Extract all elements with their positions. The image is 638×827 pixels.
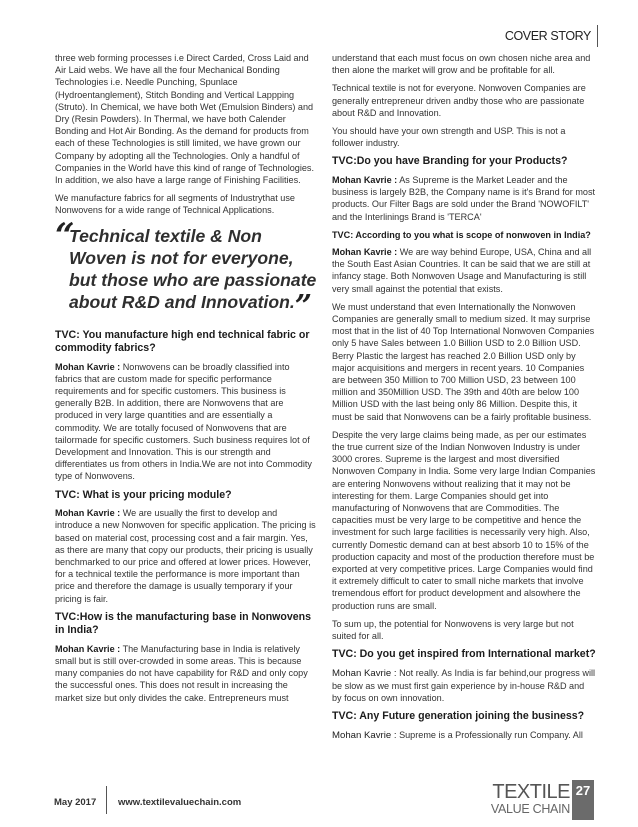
question-heading: TVC: Any Future generation joining the business?: [332, 710, 585, 723]
pull-quote-text: Technical textile & Non Woven is not for everyone, but those who are passionate about R&D and Innovation.: [69, 225, 317, 312]
close-quote-icon: ”: [294, 288, 313, 324]
paragraph: Despite the very large claims being made, as per our estimates the true current size of the Indian Nonwoven Industry is under 3000 crores. Supreme is the largest and most diversified Nonwoven Company in India. Some very large Indian Companies are entering Nonwovens without realizing that it may not be interesting for them. Large Companies should get into manufacturing of Nonwovens that are Commodities. The capacities must be very large to be competitive and hence the investment for such large facilities is necessarily very high. Also, currently Domestic demand can at best absorb 10 to 15% of the production capacity and most of the production therefore must be exported at very competitive prices. Large Companies would find it extremely difficult to cater to small niche markets that involve tremendous effort for product development and alsowhere the production runs are small.: [332, 429, 596, 611]
magazine-logo: [480, 782, 570, 816]
paragraph: Technical textile is not for everyone. Nonwoven Companies are generally entrepreneur driven andby those who are passionate about R&D and Innovation.: [332, 83, 586, 118]
paragraph: To sum up, the potential for Nonwovens is very large but not suited for all.: [332, 618, 574, 642]
question-heading: TVC: You manufacture high end technical fabric or commodity fabrics?: [55, 328, 310, 355]
answer-text: The Manufacturing base in India is relatively small but is still over-crowded in some areas. This is because many companies do not have capability for R&D and only copy the successful ones. This does not result in increasing the market size but only divides the cake. Entrepreneurs must: [55, 643, 308, 703]
answer-text: Nonwovens can be broadly classified into fabrics that are custom made for specific performance requirements and for specific customers. This business is generally B2B. In addition, there are Nonwovens that are produced in very large quantities and are essentially a commodity. We are totally focused of Nonwovens that are tailormade for specific customers. Such business requires lot of Development and Innovation. This is our strength and differentiates us from others in India.We are not into Commodity type of Nonwovens.: [55, 361, 312, 482]
header-divider: [597, 25, 598, 47]
speaker-name: Mohan Kavrie :: [55, 361, 121, 372]
open-quote-icon: “: [55, 215, 75, 256]
answer-paragraph: [55, 643, 317, 704]
answer-text: Not really. As India is far behind,our progress will be slow as we must first gain experience by in-house R&D and by focus on own innovation.: [332, 667, 596, 704]
answer-text: We are usually the first to develop and introduce a new Nonwoven for specific application. The pricing is based on material cost, processing cost and a fair margin. Yes, as there are many that copy our products, their pricing is usually benchmarked to our price and offered at lower prices. However, for a technical textile the performance is more important than price and therefore the damage is usually temporary if your pricing is fair.: [55, 508, 316, 604]
logo-text-bottom: VALUE CHAIN: [490, 802, 570, 816]
answer-paragraph: [332, 246, 596, 295]
answer-paragraph: [55, 507, 317, 605]
answer-text: We are way behind Europe, USA, China and all the South East Asian Countries. It can be said that we are still at infancy stage. Both Nonwoven Usage and Manufacturing is still very small against the potential that exists.: [332, 246, 592, 294]
answer-paragraph: [55, 361, 317, 483]
page-header: [505, 24, 598, 48]
right-column: [332, 52, 596, 748]
paragraph: We must understand that even Internationally the Nonwoven Companies are generally small to medium sized. It may surprise most that in the list of 40 Top International Nonwoven Companies only 5 have Sales between 1.0 Billion USD to 2.0 Billion USD. Berry Plastic the largest has reached 2.0 Billion USD only by major acquisitions and mergers in recent years. 10 Companies are between 350 Million to 700 Million USD, 23 between 100 million and 350Million USD. The 39th and 40th are below 100 Million USD with the last being only 86 Million. Despite this, it must be said that Nonwovens can be a fairly profitable business.: [332, 301, 595, 422]
pull-quote: [55, 215, 317, 324]
logo-text-top: TEXTILE: [492, 781, 570, 803]
paragraph: We manufacture fabrics for all segments of Industrythat use Nonwovens for a wide range of Technical Applications.: [55, 193, 295, 216]
page-number: 27: [572, 780, 594, 820]
answer-text: Supreme is a Professionally run Company. All: [399, 729, 583, 740]
speaker-name: Mohan Kavrie :: [332, 246, 398, 257]
question-heading: TVC:Do you have Branding for your Products?: [332, 155, 568, 168]
page-footer: [0, 780, 638, 820]
answer-paragraph: [332, 667, 596, 705]
website-link[interactable]: www.textilevaluechain.com: [118, 797, 242, 808]
footer-divider: [106, 786, 107, 814]
answer-text: As Supreme is the Market Leader and the business is largely B2B, the Company name is it's Brand for most products. Our Filter Bags are sold under the Brand 'NOWOFILT' and the Interlinings Brand is 'TERCA': [332, 174, 596, 222]
answer-paragraph: [332, 729, 596, 742]
left-column: [55, 52, 317, 710]
speaker-name: Mohan Kavrie :: [55, 643, 121, 654]
paragraph: understand that each must focus on own chosen niche area and then alone the market will grow and be profitable for all.: [332, 53, 591, 76]
speaker-name: Mohan Kavrie :: [332, 174, 398, 185]
speaker-name: Mohan Kavrie :: [332, 729, 397, 741]
paragraph: three web forming processes i.e Direct Carded, Cross Laid and Air Laid webs. We have all the four Mechanical Bonding Technologies i.e. Needle Punching, Spunlace (Hydroentanglement), Stitch Bonding and Vertical Lappping (Struto). In Chemical, we have both Wet (Emulsion Binders) and Dry (Resin Powders). In Thermal, we have both Calender Bonding and Hot Air Bonding. As the demand for products from each of these Technologies is still limited, we have grown our Company by adopting all the Technologies. Only a handful of Companies in the World have this kind of range of Technologies. In addition, we also have a large range of Finishing Facilities.: [55, 53, 314, 186]
speaker-name: Mohan Kavrie :: [55, 508, 121, 519]
section-label: COVER STORY: [504, 29, 591, 43]
question-heading: TVC: According to you what is scope of nonwoven in India?: [332, 229, 591, 240]
question-heading: TVC: What is your pricing module?: [55, 488, 232, 501]
issue-date: May 2017: [54, 797, 97, 808]
speaker-name: Mohan Kavrie :: [332, 667, 397, 679]
answer-paragraph: [332, 174, 596, 223]
question-heading: TVC: Do you get inspired from International market?: [332, 648, 596, 661]
paragraph: You should have your own strength and USP. This is not a follower industry.: [332, 126, 566, 149]
question-heading: TVC:How is the manufacturing base in Nonwovens in India?: [55, 610, 312, 637]
